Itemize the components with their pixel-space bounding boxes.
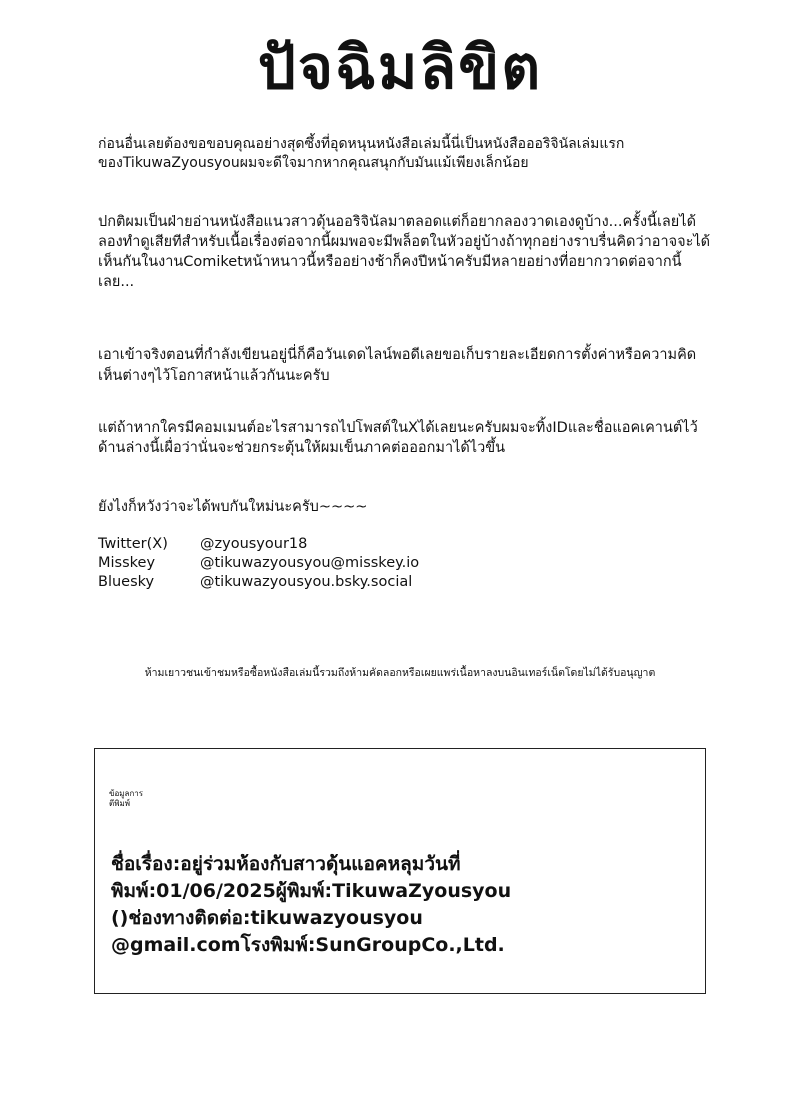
social-handle: @tikuwazyousyou.bsky.social xyxy=(200,574,413,590)
social-handle: @tikuwazyousyou@misskey.io xyxy=(200,555,420,571)
social-handle: @zyousyour18 xyxy=(200,536,308,552)
imprint-heading-line: ตีพิมพ์ xyxy=(109,799,131,808)
imprint-line: พิมพ์:01/06/2025ผู้พิมพ์:TikuwaZyousyou xyxy=(111,880,512,902)
social-row-bluesky xyxy=(98,573,419,592)
imprint-box xyxy=(94,748,706,994)
paragraph-farewell: ยังไงก็หวังว่าจะได้พบกันใหม่นะครับ~~~~ xyxy=(98,499,368,515)
social-row-misskey xyxy=(98,554,419,573)
imprint-line: ()ช่องทางติดต่อ:tikuwazyousyou xyxy=(111,907,423,929)
paragraph-thanks: ก่อนอื่นเลยต้องขอขอบคุณอย่างสุดซึ้งที่อุดหนุนหนังสือเล่มนี้นี่เป็นหนังสือออริจินัลเล่มแรกของTikuwaZyousyouผมจะดีใจมากหากคุณสนุกกับมันแม้เพียงเล็กน้อย xyxy=(98,136,625,171)
paragraph-comments: แต่ถ้าหากใครมีคอมเมนต์อะไรสามารถไปโพสต์ในXได้เลยนะครับผมจะทิ้งIDและชื่อแอคเคานต์ไว้ด้านล่างนี้เผื่อว่านั่นจะช่วยกระตุ้นให้ผมเข็นภาคต่อออกมาได้ไวขึ้น xyxy=(98,420,698,456)
imprint-line: @gmail.comโรงพิมพ์:SunGroupCo.,Ltd. xyxy=(111,934,505,956)
paragraph-background: ปกติผมเป็นฝ่ายอ่านหนังสือแนวสาวดุ้นออริจินัลมาตลอดแต่ก็อยากลองวาดเองดูบ้าง...ครั้งนี้เลยได้ลองทำดูเสียทีสำหรับเนื้อเรื่องต่อจากนี้ผมพอจะมีพล็อตในหัวอยู่บ้างถ้าทุกอย่างราบรื่นคิดว่าอาจจะได้เห็นกันในงานComiketหน้าหนาวนี้หรืออย่างช้าก็คงปีหน้าครับมีหลายอย่างที่อยากวาดต่อจากนี้เลย... xyxy=(98,214,711,290)
page-title: ปัจฉิมลิขิต xyxy=(257,33,543,103)
social-label: Twitter(X) xyxy=(98,536,168,552)
age-restriction-notice: ห้ามเยาวชนเข้าชมหรือซื้อหนังสือเล่มนี้รวมถึงห้ามคัดลอกหรือเผยแพร่เนื้อหาลงบนอินเทอร์เน็ตโดยไม่ได้รับอนุญาต xyxy=(144,667,656,679)
imprint-line: ชื่อเรื่อง:อยู่ร่วมห้องกับสาวดุ้นแอคหลุมวันที่ xyxy=(111,853,461,875)
imprint-heading-line: ข้อมูลการ xyxy=(109,789,144,798)
paragraph-deadline: เอาเข้าจริงตอนที่กำลังเขียนอยู่นี่ก็คือวันเดดไลน์พอดีเลยขอเก็บรายละเอียดการตั้งค่าหรือความคิดเห็นต่างๆไว้โอกาสหน้าแล้วกันนะครับ xyxy=(98,347,697,384)
social-row-twitter xyxy=(98,535,419,554)
social-label: Bluesky xyxy=(98,574,155,590)
social-label: Misskey xyxy=(98,555,156,571)
imprint-details xyxy=(111,851,691,959)
imprint-heading xyxy=(109,789,169,809)
social-accounts xyxy=(98,535,419,592)
